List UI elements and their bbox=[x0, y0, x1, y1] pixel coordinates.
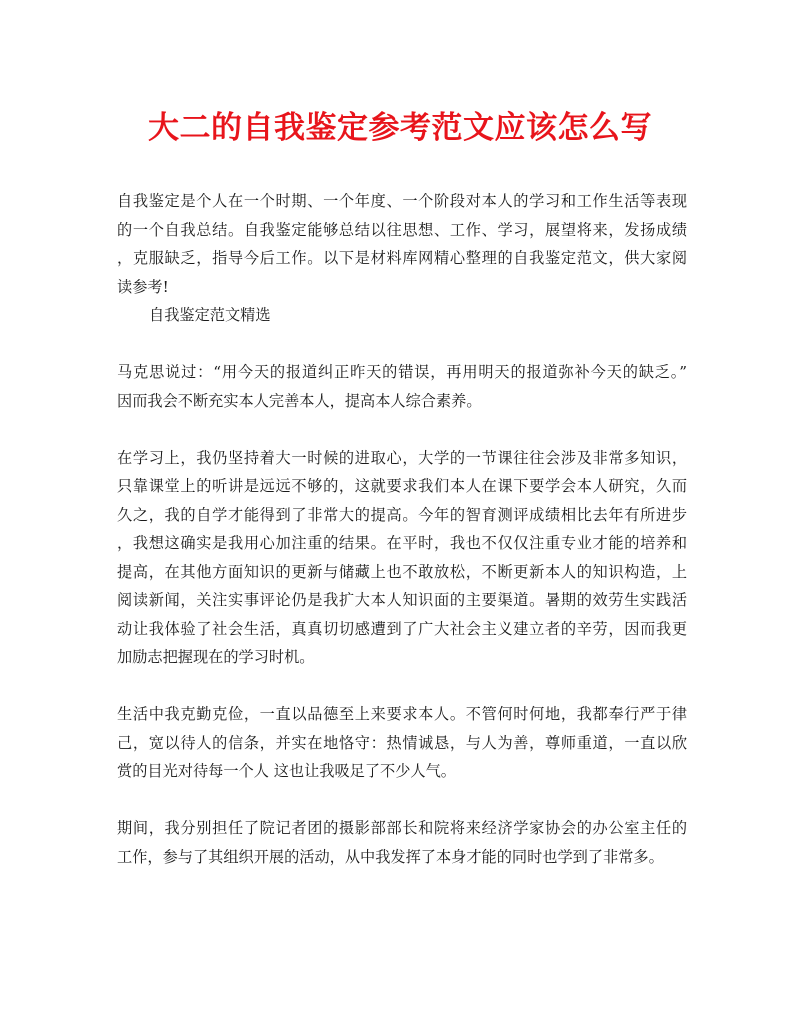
paragraph-gap bbox=[117, 330, 687, 359]
paragraph-gap bbox=[117, 786, 687, 815]
document-body bbox=[117, 187, 687, 871]
paragraph-gap bbox=[117, 415, 687, 444]
text-line: 工作，参与了其组织开展的活动，从中我发挥了本身才能的同时也学到了非常多。 bbox=[117, 847, 664, 866]
text-line: 赏的目光对待每一个人 这也让我吸足了不少人气。 bbox=[117, 762, 456, 780]
text-line: 读参考! bbox=[117, 277, 169, 296]
text-line: 阅读新闻，关注实事评论仍是我扩大本人知识面的主要渠道。暑期的效劳生实践活 bbox=[117, 591, 687, 609]
text-line: 的一个自我总结。自我鉴定能够总结以往思想、工作、学习，展望将来，发扬成绩 bbox=[117, 220, 687, 239]
text-line: 己，宽以待人的信条，并实在地恪守：热情诚恳，与人为善，尊师重道，一直以欣 bbox=[117, 733, 687, 752]
text-line: 动让我体验了社会生活，真真切切感遭到了广大社会主义建立者的辛劳，因而我更 bbox=[117, 619, 687, 638]
text-line: ，我想这确实是我用心加注重的结果。在平时，我也不仅仅注重专业才能的培养和 bbox=[117, 534, 687, 552]
paragraph-gap bbox=[117, 672, 687, 701]
paragraph-intro bbox=[117, 187, 687, 301]
text-line: 久之，我的自学才能得到了非常大的提高。今年的智育测评成绩相比去年有所进步 bbox=[117, 505, 687, 524]
text-line: 在学习上，我仍坚持着大一时候的进取心，大学的一节课往往会涉及非常多知识， bbox=[117, 448, 687, 467]
text-line: 只靠课堂上的听讲是远远不够的，这就要求我们本人在课下要学会本人研究，久而 bbox=[117, 477, 687, 495]
paragraph-roles bbox=[117, 814, 687, 871]
section-heading: 自我鉴定范文精选 bbox=[149, 306, 271, 324]
text-line: 生活中我克勤克俭，一直以品德至上来要求本人。不管何时何地，我都奉行严于律 bbox=[117, 705, 687, 723]
text-line: 期间，我分别担任了院记者团的摄影部部长和院将来经济学家协会的办公室主任的 bbox=[117, 819, 687, 837]
text-line: 加励志把握现在的学习时机。 bbox=[117, 648, 315, 666]
text-line: 自我鉴定是个人在一个时期、一个年度、一个阶段对本人的学习和工作生活等表现 bbox=[117, 192, 687, 210]
paragraph-study bbox=[117, 444, 687, 672]
document-title: 大二的自我鉴定参考范文应该怎么写 bbox=[148, 110, 652, 146]
text-line: 因而我会不断充实本人完善本人，提高本人综合素养。 bbox=[117, 391, 482, 410]
text-line: 马克思说过：“用今天的报道纠正昨天的错误，再用明天的报道弥补今天的缺乏。” bbox=[117, 363, 687, 381]
paragraph-marx-quote bbox=[117, 358, 687, 415]
text-line: 提高，在其他方面知识的更新与储藏上也不敢放松，不断更新本人的知识构造，上 bbox=[117, 562, 687, 581]
paragraph-life bbox=[117, 700, 687, 786]
paragraph-subheading bbox=[117, 301, 687, 330]
text-line: ，克服缺乏，指导今后工作。以下是材料库网精心整理的自我鉴定范文，供大家阅 bbox=[117, 249, 687, 267]
